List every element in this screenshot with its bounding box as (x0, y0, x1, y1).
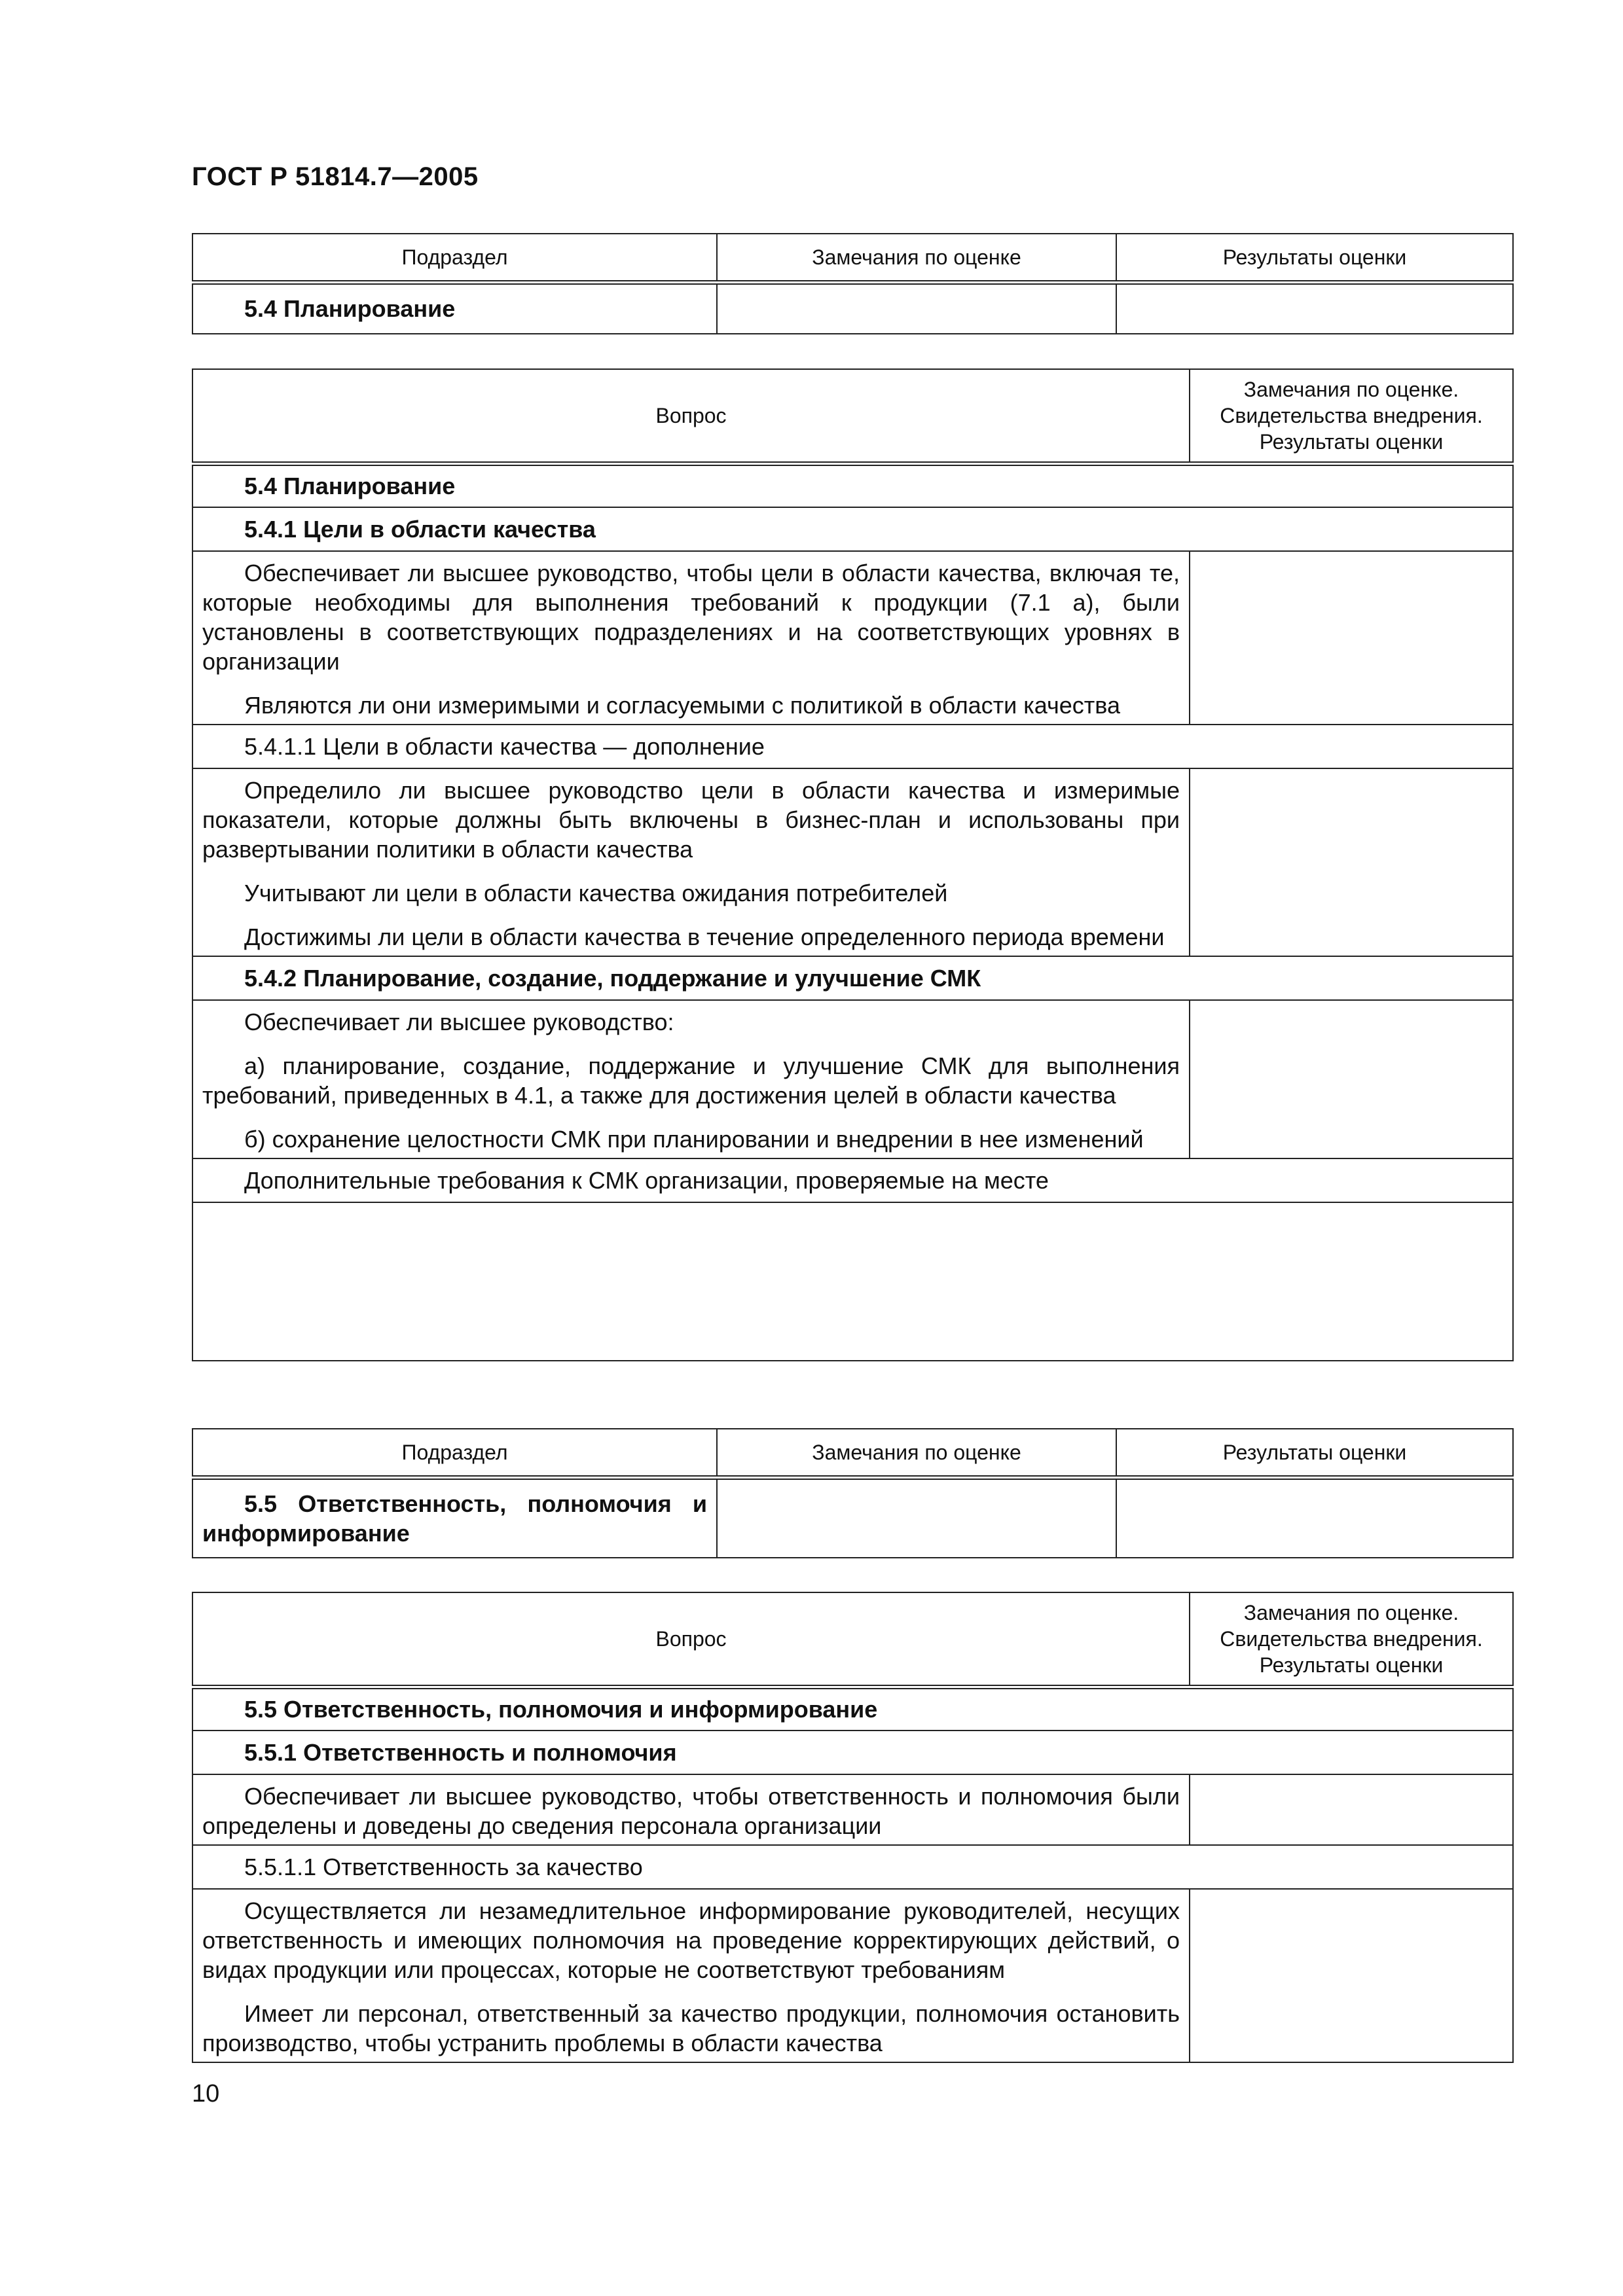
question-text: Определило ли высшее руководство цели в области качества и измеримые показатели, которые должны быть включены в бизнес-план и использованы при развертывании политики в области качества (202, 777, 1180, 863)
question-text: б) сохранение целостности СМК при планировании и внедрении в нее изменений (244, 1126, 1144, 1153)
subsection-table-5-5 (192, 1428, 1514, 1558)
answer-cell (1190, 768, 1513, 956)
section-heading: Дополнительные требования к СМК организации, проверяемые на месте (192, 1158, 1513, 1202)
col-assessment-results: Результаты оценки (1116, 1429, 1513, 1477)
col-question: Вопрос (192, 1592, 1190, 1687)
section-heading: 5.4.1 Цели в области качества (192, 507, 1513, 551)
question-text: Осуществляется ли незамедлительное информирование руководителей, несущих ответственность и имеющих полномочия на проведение корректирующих действий, о видах продукции или процессах, которые не соответствуют требованиям (202, 1897, 1180, 1983)
question-text: Имеет ли персонал, ответственный за качество продукции, полномочия остановить производство, чтобы устранить проблемы в области качества (202, 2000, 1180, 2056)
subsection-title: 5.5 Ответственность, полномочия и информирование (192, 1477, 717, 1558)
col-subsection: Подраздел (192, 1429, 717, 1477)
answer-cell (1190, 1774, 1513, 1845)
subsection-table-5-4 (192, 233, 1514, 334)
section-heading: 5.4 Планирование (192, 463, 1513, 507)
question-cell (192, 768, 1190, 956)
question-text: Учитывают ли цели в области качества ожидания потребителей (244, 880, 948, 906)
questions-table-5-4 (192, 368, 1514, 1361)
col-subsection: Подраздел (192, 234, 717, 282)
answer-cell (1190, 551, 1513, 725)
section-heading: 5.5.1.1 Ответственность за качество (192, 1845, 1513, 1889)
question-text: а) планирование, создание, поддержание и улучшение СМК для выполнения требований, приведенных в 4.1, а также для достижения целей в области качества (202, 1052, 1180, 1109)
col-assessment-results: Результаты оценки (1116, 234, 1513, 282)
remarks-cell (717, 282, 1116, 334)
question-cell (192, 1000, 1190, 1158)
question-cell (192, 551, 1190, 725)
answer-cell (1190, 1000, 1513, 1158)
document-header: ГОСТ Р 51814.7—2005 (192, 162, 479, 191)
section-heading: 5.5 Ответственность, полномочия и информирование (192, 1687, 1513, 1731)
results-cell (1116, 1477, 1513, 1558)
remarks-cell (717, 1477, 1116, 1558)
col-assessment-remarks: Замечания по оценке (717, 234, 1116, 282)
subsection-title: 5.4 Планирование (192, 282, 717, 334)
col-remarks-evidence-results: Замечания по оценке. Свидетельства внедрения. Результаты оценки (1190, 369, 1513, 463)
col-remarks-evidence-results: Замечания по оценке. Свидетельства внедрения. Результаты оценки (1190, 1592, 1513, 1687)
section-heading: 5.4.2 Планирование, создание, поддержание и улучшение СМК (192, 956, 1513, 1000)
question-cell (192, 1774, 1190, 1845)
page-number: 10 (192, 2080, 220, 2108)
questions-table-5-5 (192, 1592, 1514, 2063)
question-text: Достижимы ли цели в области качества в течение определенного периода времени (244, 924, 1165, 950)
question-text: Обеспечивает ли высшее руководство, чтобы ответственность и полномочия были определены и доведены до сведения персонала организации (202, 1783, 1180, 1839)
col-assessment-remarks: Замечания по оценке (717, 1429, 1116, 1477)
question-text: Обеспечивает ли высшее руководство, чтобы цели в области качества, включая те, которые необходимы для выполнения требований к продукции (7.1 а), были установлены в соответствующих подразделениях и на соответствующих уровнях в организации (202, 560, 1180, 675)
results-cell (1116, 282, 1513, 334)
section-heading: 5.5.1 Ответственность и полномочия (192, 1731, 1513, 1774)
question-text: Являются ли они измеримыми и согласуемыми с политикой в области качества (244, 692, 1121, 719)
answer-cell (1190, 1889, 1513, 2062)
col-question: Вопрос (192, 369, 1190, 463)
question-text: Обеспечивает ли высшее руководство: (244, 1009, 674, 1035)
blank-area (192, 1202, 1513, 1361)
question-cell (192, 1889, 1190, 2062)
section-heading: 5.4.1.1 Цели в области качества — дополнение (192, 725, 1513, 768)
